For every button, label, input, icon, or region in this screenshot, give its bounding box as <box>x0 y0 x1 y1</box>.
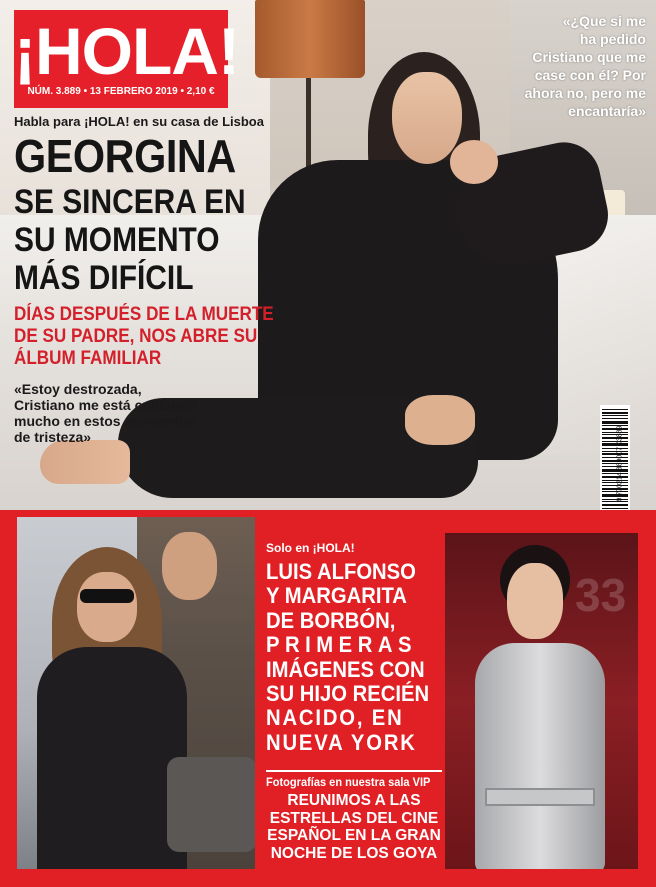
photo-penelope-goya <box>445 533 638 869</box>
bottom-story-line-7: NACIDO, EN <box>266 705 404 731</box>
photo-backdrop-logo: 33 <box>575 569 627 621</box>
side-quote-line-4: case con él? Por <box>534 67 646 83</box>
photo-person-knee-hand <box>405 395 475 445</box>
bottom-story-tag: Solo en ¡HOLA! <box>266 541 355 555</box>
masthead-logo: ¡HOLA! <box>14 14 239 88</box>
vip-story-line-3: ESPAÑOL EN LA GRAN <box>267 827 441 844</box>
photo-man-face <box>162 532 217 600</box>
bottom-story-line-8: NUEVA YORK <box>266 729 417 755</box>
bottom-story-line-3: DE BORBÓN, <box>266 607 396 633</box>
bottom-story-line-5: IMÁGENES CON <box>266 656 425 682</box>
issue-line: NÚM. 3.889 • 13 FEBRERO 2019 • 2,10 € <box>27 86 215 97</box>
photo-handbag <box>167 757 255 852</box>
side-quote <box>486 12 646 120</box>
photo-person-foot <box>40 440 130 484</box>
bottom-story-line-2: Y MARGARITA <box>266 583 407 609</box>
barcode-number <box>616 426 623 502</box>
photo-actress-face <box>507 563 563 639</box>
subhead-line-1: DÍAS DESPUÉS DE LA MUERTE <box>14 304 274 325</box>
photo-woman-coat <box>37 647 187 869</box>
subhead-line-2: DE SU PADRE, NOS ABRE SU <box>14 326 258 347</box>
side-quote-line-5: ahora no, pero me <box>524 85 646 101</box>
subhead-line-3: ÁLBUM FAMILIAR <box>14 348 162 369</box>
bottom-story-line-4: PRIMERAS <box>266 632 417 658</box>
photo-dress-belt <box>485 788 595 806</box>
photo-luis-alfonso-margarita <box>17 517 255 869</box>
side-quote-line-6: encantaría» <box>568 103 646 119</box>
photo-lamp-shade <box>255 0 365 78</box>
quote-line-2: Cristiano me está cuidando <box>14 397 197 413</box>
side-quote-line-1: «¿Que si me <box>562 13 646 29</box>
quote-line-3: mucho en estos momentos <box>14 413 196 429</box>
quote-line-4: de tristeza» <box>14 429 92 445</box>
photo-person-face <box>392 72 462 164</box>
photo-woman-face <box>77 572 137 642</box>
bottom-story-title <box>266 560 442 755</box>
masthead-logo-box <box>14 10 239 108</box>
headline-line-3: SU MOMENTO <box>14 221 220 259</box>
vip-story-tag: Fotografías en nuestra sala VIP <box>266 775 431 789</box>
quote-line-1: «Estoy destrozada, <box>14 381 142 397</box>
headline-line-2: SE SINCERA EN <box>14 183 246 221</box>
bottom-story-line-6: SU HIJO RECIÉN <box>266 681 430 707</box>
headline-line-4: MÁS DIFÍCIL <box>14 259 194 297</box>
vip-story-line-2: ESTRELLAS DEL CINE <box>269 809 439 827</box>
photo-woman-sunglasses <box>80 589 134 603</box>
barcode-ean: 9 770214 389007 <box>616 446 624 502</box>
barcode-issue-code: 03889 <box>616 425 624 446</box>
story-divider <box>266 770 442 772</box>
photo-silver-dress <box>475 643 605 869</box>
vip-story-line-4: NOCHE DE LOS GOYA <box>270 844 438 862</box>
barcode <box>600 405 630 513</box>
bottom-story-line-1: LUIS ALFONSO <box>266 559 416 584</box>
side-quote-line-3: Cristiano que me <box>532 49 646 65</box>
headline-name: GEORGINA <box>14 130 236 182</box>
top-story-kicker: Habla para ¡HOLA! en su casa de Lisboa <box>14 114 264 129</box>
vip-story-line-1: REUNIMOS A LAS <box>287 792 421 809</box>
side-quote-line-2: ha pedido <box>579 31 646 47</box>
top-story-quote <box>14 381 244 445</box>
vip-story-title <box>266 792 442 862</box>
photo-person-hand <box>450 140 498 184</box>
